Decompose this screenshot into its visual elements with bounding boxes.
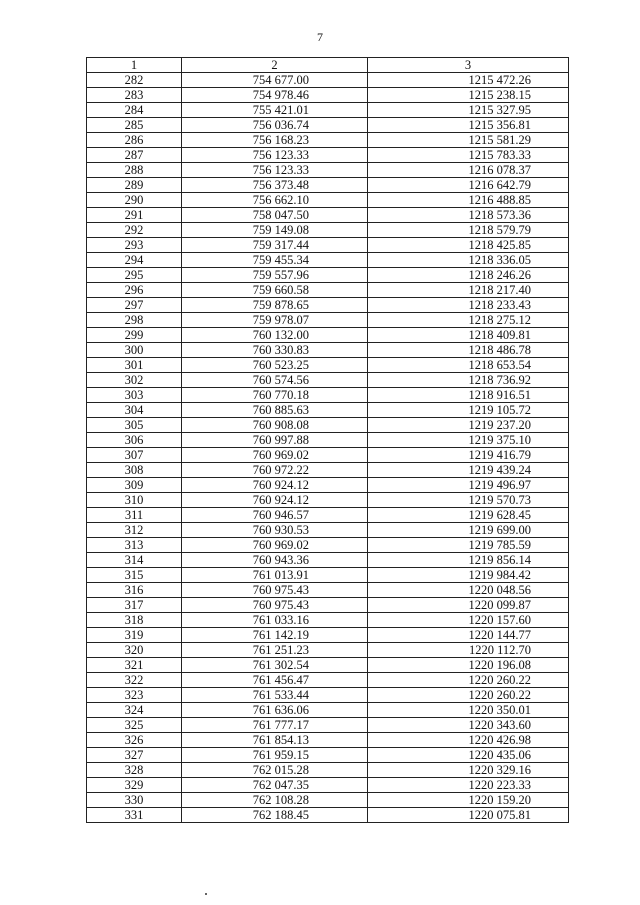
- coordinate-x-cell: 1220 112.70: [368, 643, 569, 658]
- coordinate-x-cell: 1218 653.54: [368, 358, 569, 373]
- point-number-cell: 311: [87, 508, 182, 523]
- point-number-cell: 290: [87, 193, 182, 208]
- table-row: [87, 418, 569, 433]
- coordinate-x-cell: 1219 984.42: [368, 568, 569, 583]
- table-row: [87, 148, 569, 163]
- coordinate-y-cell: 754 677.00: [182, 73, 368, 88]
- point-number-cell: 292: [87, 223, 182, 238]
- coordinate-y-cell: 755 421.01: [182, 103, 368, 118]
- point-number-cell: 294: [87, 253, 182, 268]
- point-number-cell: 326: [87, 733, 182, 748]
- coordinate-x-cell: 1220 157.60: [368, 613, 569, 628]
- point-number-cell: 319: [87, 628, 182, 643]
- coordinate-x-cell: 1218 736.92: [368, 373, 569, 388]
- table-row: [87, 283, 569, 298]
- table-row: [87, 793, 569, 808]
- coordinate-y-cell: 760 972.22: [182, 463, 368, 478]
- point-number-cell: 299: [87, 328, 182, 343]
- point-number-cell: 296: [87, 283, 182, 298]
- coordinate-y-cell: 761 251.23: [182, 643, 368, 658]
- point-number-cell: 313: [87, 538, 182, 553]
- table-row: [87, 658, 569, 673]
- coordinate-y-cell: 760 330.83: [182, 343, 368, 358]
- table-row: [87, 88, 569, 103]
- coordinate-y-cell: 756 373.48: [182, 178, 368, 193]
- point-number-cell: 286: [87, 133, 182, 148]
- table-row: [87, 508, 569, 523]
- coordinate-x-cell: 1220 260.22: [368, 673, 569, 688]
- coordinate-y-cell: 756 662.10: [182, 193, 368, 208]
- coordinate-x-cell: 1219 856.14: [368, 553, 569, 568]
- coordinate-x-cell: 1220 350.01: [368, 703, 569, 718]
- coordinate-y-cell: 756 036.74: [182, 118, 368, 133]
- point-number-cell: 303: [87, 388, 182, 403]
- point-number-cell: 288: [87, 163, 182, 178]
- coordinate-x-cell: 1219 628.45: [368, 508, 569, 523]
- coordinate-y-cell: 759 660.58: [182, 283, 368, 298]
- coordinate-x-cell: 1220 329.16: [368, 763, 569, 778]
- point-number-cell: 331: [87, 808, 182, 823]
- table-row: [87, 268, 569, 283]
- point-number-cell: 293: [87, 238, 182, 253]
- point-number-cell: 304: [87, 403, 182, 418]
- point-number-cell: 327: [87, 748, 182, 763]
- coordinate-y-cell: 760 908.08: [182, 418, 368, 433]
- coordinate-y-cell: 761 959.15: [182, 748, 368, 763]
- coordinate-x-cell: 1215 238.15: [368, 88, 569, 103]
- coordinate-y-cell: 761 302.54: [182, 658, 368, 673]
- point-number-cell: 295: [87, 268, 182, 283]
- coordinate-x-cell: 1218 217.40: [368, 283, 569, 298]
- point-number-cell: 314: [87, 553, 182, 568]
- table-row: [87, 808, 569, 823]
- table-row: [87, 118, 569, 133]
- coordinates-table: [86, 57, 569, 823]
- coordinate-y-cell: 760 885.63: [182, 403, 368, 418]
- table-row: [87, 598, 569, 613]
- coordinate-x-cell: 1219 496.97: [368, 478, 569, 493]
- coordinate-x-cell: 1215 356.81: [368, 118, 569, 133]
- point-number-cell: 318: [87, 613, 182, 628]
- column-header-1: 1: [87, 58, 182, 73]
- coordinate-y-cell: 760 574.56: [182, 373, 368, 388]
- coordinate-x-cell: 1218 336.05: [368, 253, 569, 268]
- table-row: [87, 208, 569, 223]
- point-number-cell: 302: [87, 373, 182, 388]
- table-row: [87, 568, 569, 583]
- coordinate-y-cell: 759 455.34: [182, 253, 368, 268]
- table-row: [87, 718, 569, 733]
- point-number-cell: 321: [87, 658, 182, 673]
- coordinate-y-cell: 762 015.28: [182, 763, 368, 778]
- coordinate-x-cell: 1219 416.79: [368, 448, 569, 463]
- point-number-cell: 298: [87, 313, 182, 328]
- coordinate-y-cell: 761 033.16: [182, 613, 368, 628]
- coordinate-x-cell: 1220 196.08: [368, 658, 569, 673]
- coordinate-y-cell: 762 047.35: [182, 778, 368, 793]
- coordinate-x-cell: 1220 099.87: [368, 598, 569, 613]
- coordinate-y-cell: 761 777.17: [182, 718, 368, 733]
- coordinate-y-cell: 760 943.36: [182, 553, 368, 568]
- point-number-cell: 324: [87, 703, 182, 718]
- table-row: [87, 733, 569, 748]
- table-row: [87, 448, 569, 463]
- coordinate-x-cell: 1220 343.60: [368, 718, 569, 733]
- coordinate-x-cell: 1220 048.56: [368, 583, 569, 598]
- coordinate-x-cell: 1215 327.95: [368, 103, 569, 118]
- point-number-cell: 317: [87, 598, 182, 613]
- point-number-cell: 328: [87, 763, 182, 778]
- point-number-cell: 307: [87, 448, 182, 463]
- table-row: [87, 463, 569, 478]
- table-row: [87, 643, 569, 658]
- table-row: [87, 253, 569, 268]
- table-row: [87, 178, 569, 193]
- coordinate-y-cell: 759 149.08: [182, 223, 368, 238]
- coordinate-y-cell: 761 854.13: [182, 733, 368, 748]
- header-row: [87, 58, 569, 73]
- coordinate-x-cell: 1219 375.10: [368, 433, 569, 448]
- coordinate-y-cell: 760 969.02: [182, 538, 368, 553]
- table-row: [87, 163, 569, 178]
- coordinate-x-cell: 1215 783.33: [368, 148, 569, 163]
- coordinate-y-cell: 760 924.12: [182, 493, 368, 508]
- coordinate-y-cell: 759 557.96: [182, 268, 368, 283]
- coordinate-x-cell: 1218 233.43: [368, 298, 569, 313]
- coordinate-y-cell: 756 168.23: [182, 133, 368, 148]
- point-number-cell: 310: [87, 493, 182, 508]
- column-header-2: 2: [182, 58, 368, 73]
- table-row: [87, 748, 569, 763]
- point-number-cell: 309: [87, 478, 182, 493]
- coordinate-x-cell: 1218 573.36: [368, 208, 569, 223]
- table-row: [87, 73, 569, 88]
- coordinate-x-cell: 1219 699.00: [368, 523, 569, 538]
- point-number-cell: 283: [87, 88, 182, 103]
- coordinate-y-cell: 760 997.88: [182, 433, 368, 448]
- coordinate-x-cell: 1220 223.33: [368, 778, 569, 793]
- coordinate-y-cell: 760 946.57: [182, 508, 368, 523]
- coordinate-x-cell: 1218 425.85: [368, 238, 569, 253]
- coordinate-x-cell: 1215 581.29: [368, 133, 569, 148]
- coordinate-y-cell: 762 188.45: [182, 808, 368, 823]
- coordinate-y-cell: 760 969.02: [182, 448, 368, 463]
- coordinate-y-cell: 759 317.44: [182, 238, 368, 253]
- coordinate-x-cell: 1218 409.81: [368, 328, 569, 343]
- coordinate-y-cell: 762 108.28: [182, 793, 368, 808]
- coordinate-y-cell: 761 142.19: [182, 628, 368, 643]
- coordinate-y-cell: 760 975.43: [182, 598, 368, 613]
- coordinate-x-cell: 1220 435.06: [368, 748, 569, 763]
- coordinate-y-cell: 760 132.00: [182, 328, 368, 343]
- coordinate-y-cell: 758 047.50: [182, 208, 368, 223]
- coordinate-x-cell: 1220 426.98: [368, 733, 569, 748]
- table-row: [87, 133, 569, 148]
- column-header-3: 3: [368, 58, 569, 73]
- coordinate-y-cell: 760 924.12: [182, 478, 368, 493]
- point-number-cell: 301: [87, 358, 182, 373]
- coordinate-x-cell: 1216 078.37: [368, 163, 569, 178]
- point-number-cell: 320: [87, 643, 182, 658]
- coordinate-x-cell: 1219 105.72: [368, 403, 569, 418]
- table-row: [87, 403, 569, 418]
- table-body: [87, 73, 569, 823]
- coordinate-x-cell: 1219 439.24: [368, 463, 569, 478]
- point-number-cell: 325: [87, 718, 182, 733]
- coordinate-x-cell: 1219 785.59: [368, 538, 569, 553]
- table-row: [87, 628, 569, 643]
- coordinate-x-cell: 1218 246.26: [368, 268, 569, 283]
- point-number-cell: 287: [87, 148, 182, 163]
- coordinate-x-cell: 1219 570.73: [368, 493, 569, 508]
- point-number-cell: 285: [87, 118, 182, 133]
- scan-speck: [205, 893, 207, 895]
- point-number-cell: 316: [87, 583, 182, 598]
- table-row: [87, 373, 569, 388]
- point-number-cell: 322: [87, 673, 182, 688]
- coordinate-y-cell: 761 636.06: [182, 703, 368, 718]
- table-row: [87, 763, 569, 778]
- table-row: [87, 523, 569, 538]
- table-row: [87, 193, 569, 208]
- table-row: [87, 328, 569, 343]
- point-number-cell: 330: [87, 793, 182, 808]
- coordinate-y-cell: 759 978.07: [182, 313, 368, 328]
- table-row: [87, 343, 569, 358]
- coordinate-x-cell: 1215 472.26: [368, 73, 569, 88]
- coordinate-y-cell: 759 878.65: [182, 298, 368, 313]
- point-number-cell: 300: [87, 343, 182, 358]
- coordinate-y-cell: 756 123.33: [182, 148, 368, 163]
- point-number-cell: 289: [87, 178, 182, 193]
- table-header: [87, 58, 569, 73]
- table-row: [87, 688, 569, 703]
- coordinate-y-cell: 756 123.33: [182, 163, 368, 178]
- coordinate-x-cell: 1216 642.79: [368, 178, 569, 193]
- table-row: [87, 238, 569, 253]
- coordinate-x-cell: 1218 916.51: [368, 388, 569, 403]
- table-row: [87, 613, 569, 628]
- coordinate-y-cell: 760 523.25: [182, 358, 368, 373]
- table-row: [87, 103, 569, 118]
- coordinate-y-cell: 761 533.44: [182, 688, 368, 703]
- point-number-cell: 323: [87, 688, 182, 703]
- point-number-cell: 312: [87, 523, 182, 538]
- coordinate-x-cell: 1220 075.81: [368, 808, 569, 823]
- coordinate-x-cell: 1218 275.12: [368, 313, 569, 328]
- coordinate-x-cell: 1218 579.79: [368, 223, 569, 238]
- coordinate-y-cell: 761 456.47: [182, 673, 368, 688]
- coordinate-x-cell: 1220 144.77: [368, 628, 569, 643]
- table-row: [87, 538, 569, 553]
- table-row: [87, 478, 569, 493]
- table-row: [87, 298, 569, 313]
- coordinate-y-cell: 760 770.18: [182, 388, 368, 403]
- point-number-cell: 329: [87, 778, 182, 793]
- coordinate-y-cell: 754 978.46: [182, 88, 368, 103]
- coordinate-x-cell: 1220 260.22: [368, 688, 569, 703]
- point-number-cell: 306: [87, 433, 182, 448]
- table-row: [87, 778, 569, 793]
- point-number-cell: 291: [87, 208, 182, 223]
- coordinate-x-cell: 1216 488.85: [368, 193, 569, 208]
- table-row: [87, 493, 569, 508]
- table-row: [87, 433, 569, 448]
- page-number: 7: [317, 30, 323, 44]
- table-row: [87, 313, 569, 328]
- table-row: [87, 583, 569, 598]
- table-row: [87, 358, 569, 373]
- coordinate-x-cell: 1220 159.20: [368, 793, 569, 808]
- coordinate-x-cell: 1219 237.20: [368, 418, 569, 433]
- table-row: [87, 388, 569, 403]
- point-number-cell: 315: [87, 568, 182, 583]
- point-number-cell: 282: [87, 73, 182, 88]
- coordinate-x-cell: 1218 486.78: [368, 343, 569, 358]
- table-row: [87, 223, 569, 238]
- table-row: [87, 703, 569, 718]
- coordinate-y-cell: 760 930.53: [182, 523, 368, 538]
- point-number-cell: 284: [87, 103, 182, 118]
- coordinate-y-cell: 761 013.91: [182, 568, 368, 583]
- table-row: [87, 553, 569, 568]
- table-row: [87, 673, 569, 688]
- point-number-cell: 308: [87, 463, 182, 478]
- point-number-cell: 297: [87, 298, 182, 313]
- point-number-cell: 305: [87, 418, 182, 433]
- coordinate-y-cell: 760 975.43: [182, 583, 368, 598]
